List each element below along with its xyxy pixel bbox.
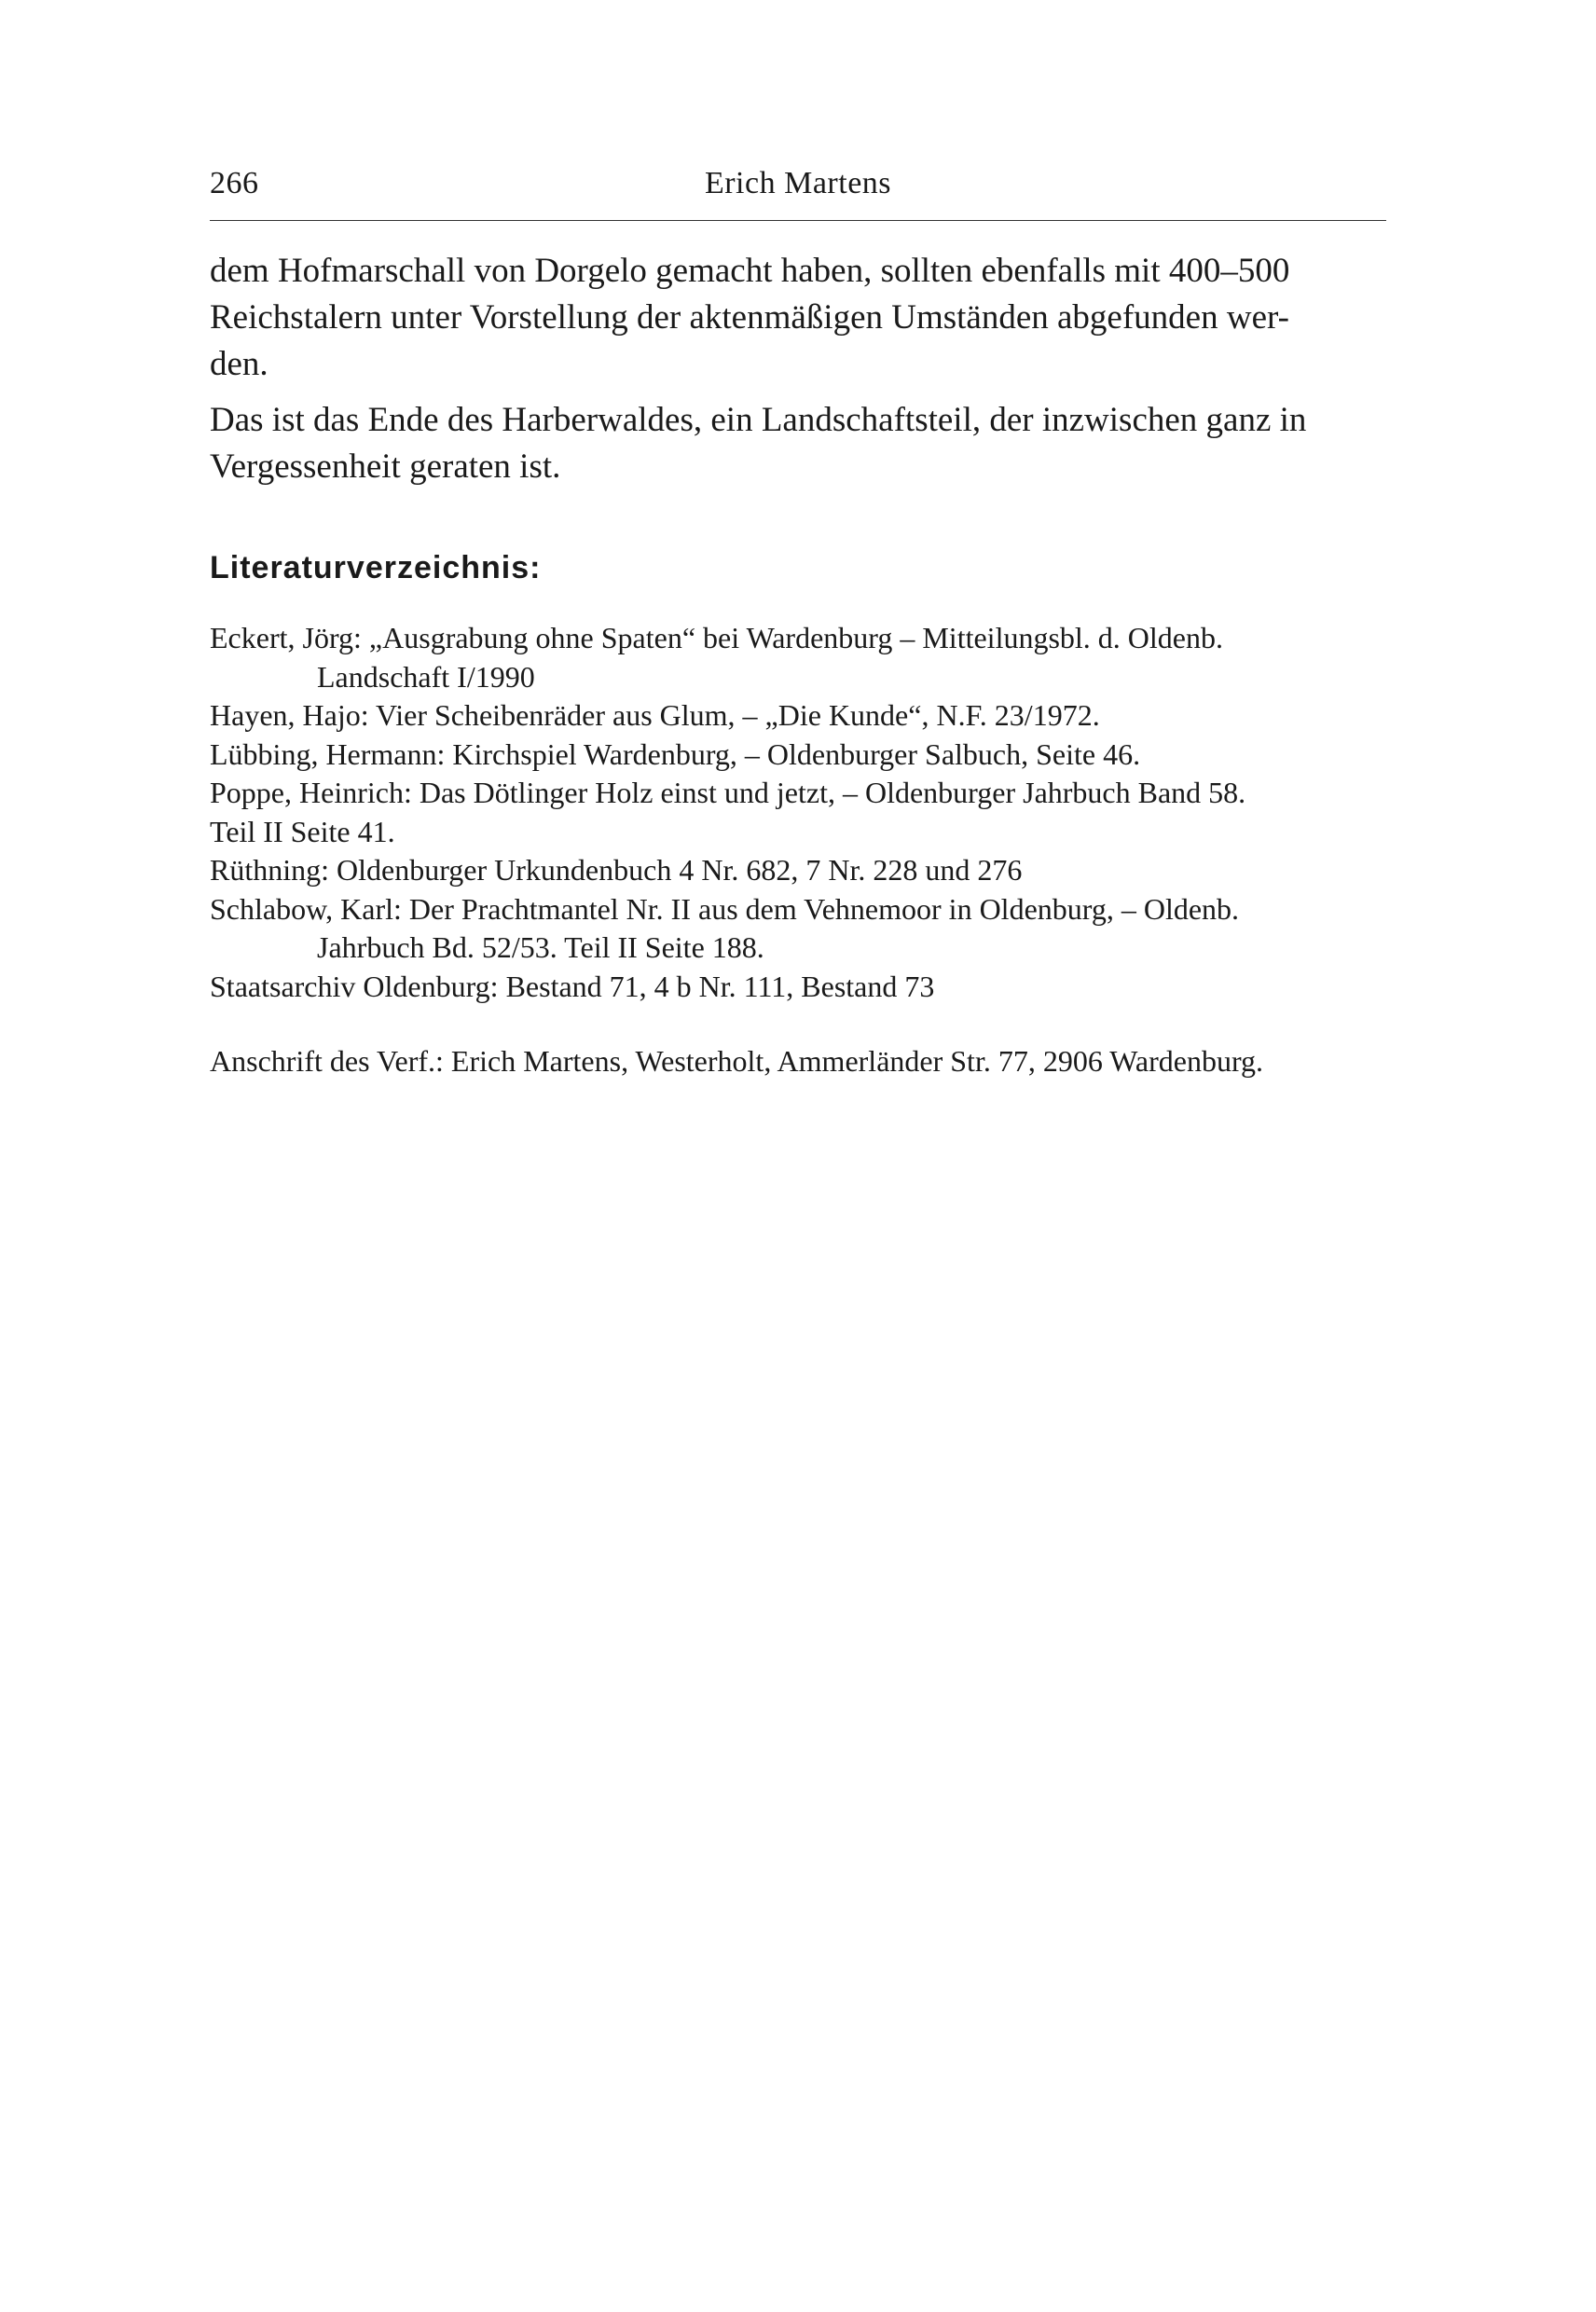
paragraph-1 (210, 248, 1386, 388)
bibliography-entry: Lübbing, Hermann: Kirchspiel Wardenburg, – Oldenburger Salbuch, Seite 46. (210, 736, 1141, 771)
paragraph-2 (210, 397, 1386, 490)
bibliography-entry: Staatsarchiv Oldenburg: Bestand 71, 4 b Nr. 111, Bestand 73 (210, 969, 935, 1003)
bibliography-entry-continuation: Teil II Seite 41. (210, 814, 395, 848)
bibliography-entry: Poppe, Heinrich: Das Dötlinger Holz einst und jetzt, – Oldenburger Jahrbuch Band 58. (210, 776, 1246, 809)
bibliography-list (210, 619, 1422, 1006)
text-line: Das ist das Ende des Harberwaldes, ein Landschaftsteil, der inzwischen ganz in (210, 401, 1307, 439)
bibliography-entry: Schlabow, Karl: Der Prachtmantel Nr. II aus dem Vehnemoor in Oldenburg, – Oldenb. (210, 891, 1240, 926)
bibliography-entry: Eckert, Jörg: „Ausgrabung ohne Spaten“ bei Wardenburg – Mitteilungsbl. d. Oldenb. (210, 621, 1223, 654)
page-number: 266 (210, 166, 259, 200)
text-line: Vergessenheit geraten ist. (210, 447, 561, 486)
bibliography-entry: Rüthning: Oldenburger Urkundenbuch 4 Nr. 682, 7 Nr. 228 und 276 (210, 853, 1023, 887)
bibliography-heading: Literaturverzeichnis: (210, 550, 542, 585)
bibliography-entry: Hayen, Hajo: Vier Scheibenräder aus Glum, – „Die Kunde“, N.F. 23/1972. (210, 698, 1100, 732)
bibliography-entry-continuation: Jahrbuch Bd. 52/53. Teil II Seite 188. (317, 930, 764, 964)
text-line: den. (210, 345, 268, 383)
page-header (210, 166, 1386, 211)
body-text (210, 248, 1386, 500)
text-line: Reichstalern unter Vorstellung der aktenmäßigen Umständen abgefunden wer- (210, 298, 1289, 337)
running-head: Erich Martens (704, 166, 892, 200)
text-line: dem Hofmarschall von Dorgelo gemacht haben, sollten ebenfalls mit 400–500 (210, 252, 1290, 290)
author-address: Anschrift des Verf.: Erich Martens, Westerholt, Ammerländer Str. 77, 2906 Wardenburg. (210, 1044, 1264, 1078)
bibliography-entry-continuation: Landschaft I/1990 (317, 659, 535, 694)
header-rule (210, 220, 1386, 221)
